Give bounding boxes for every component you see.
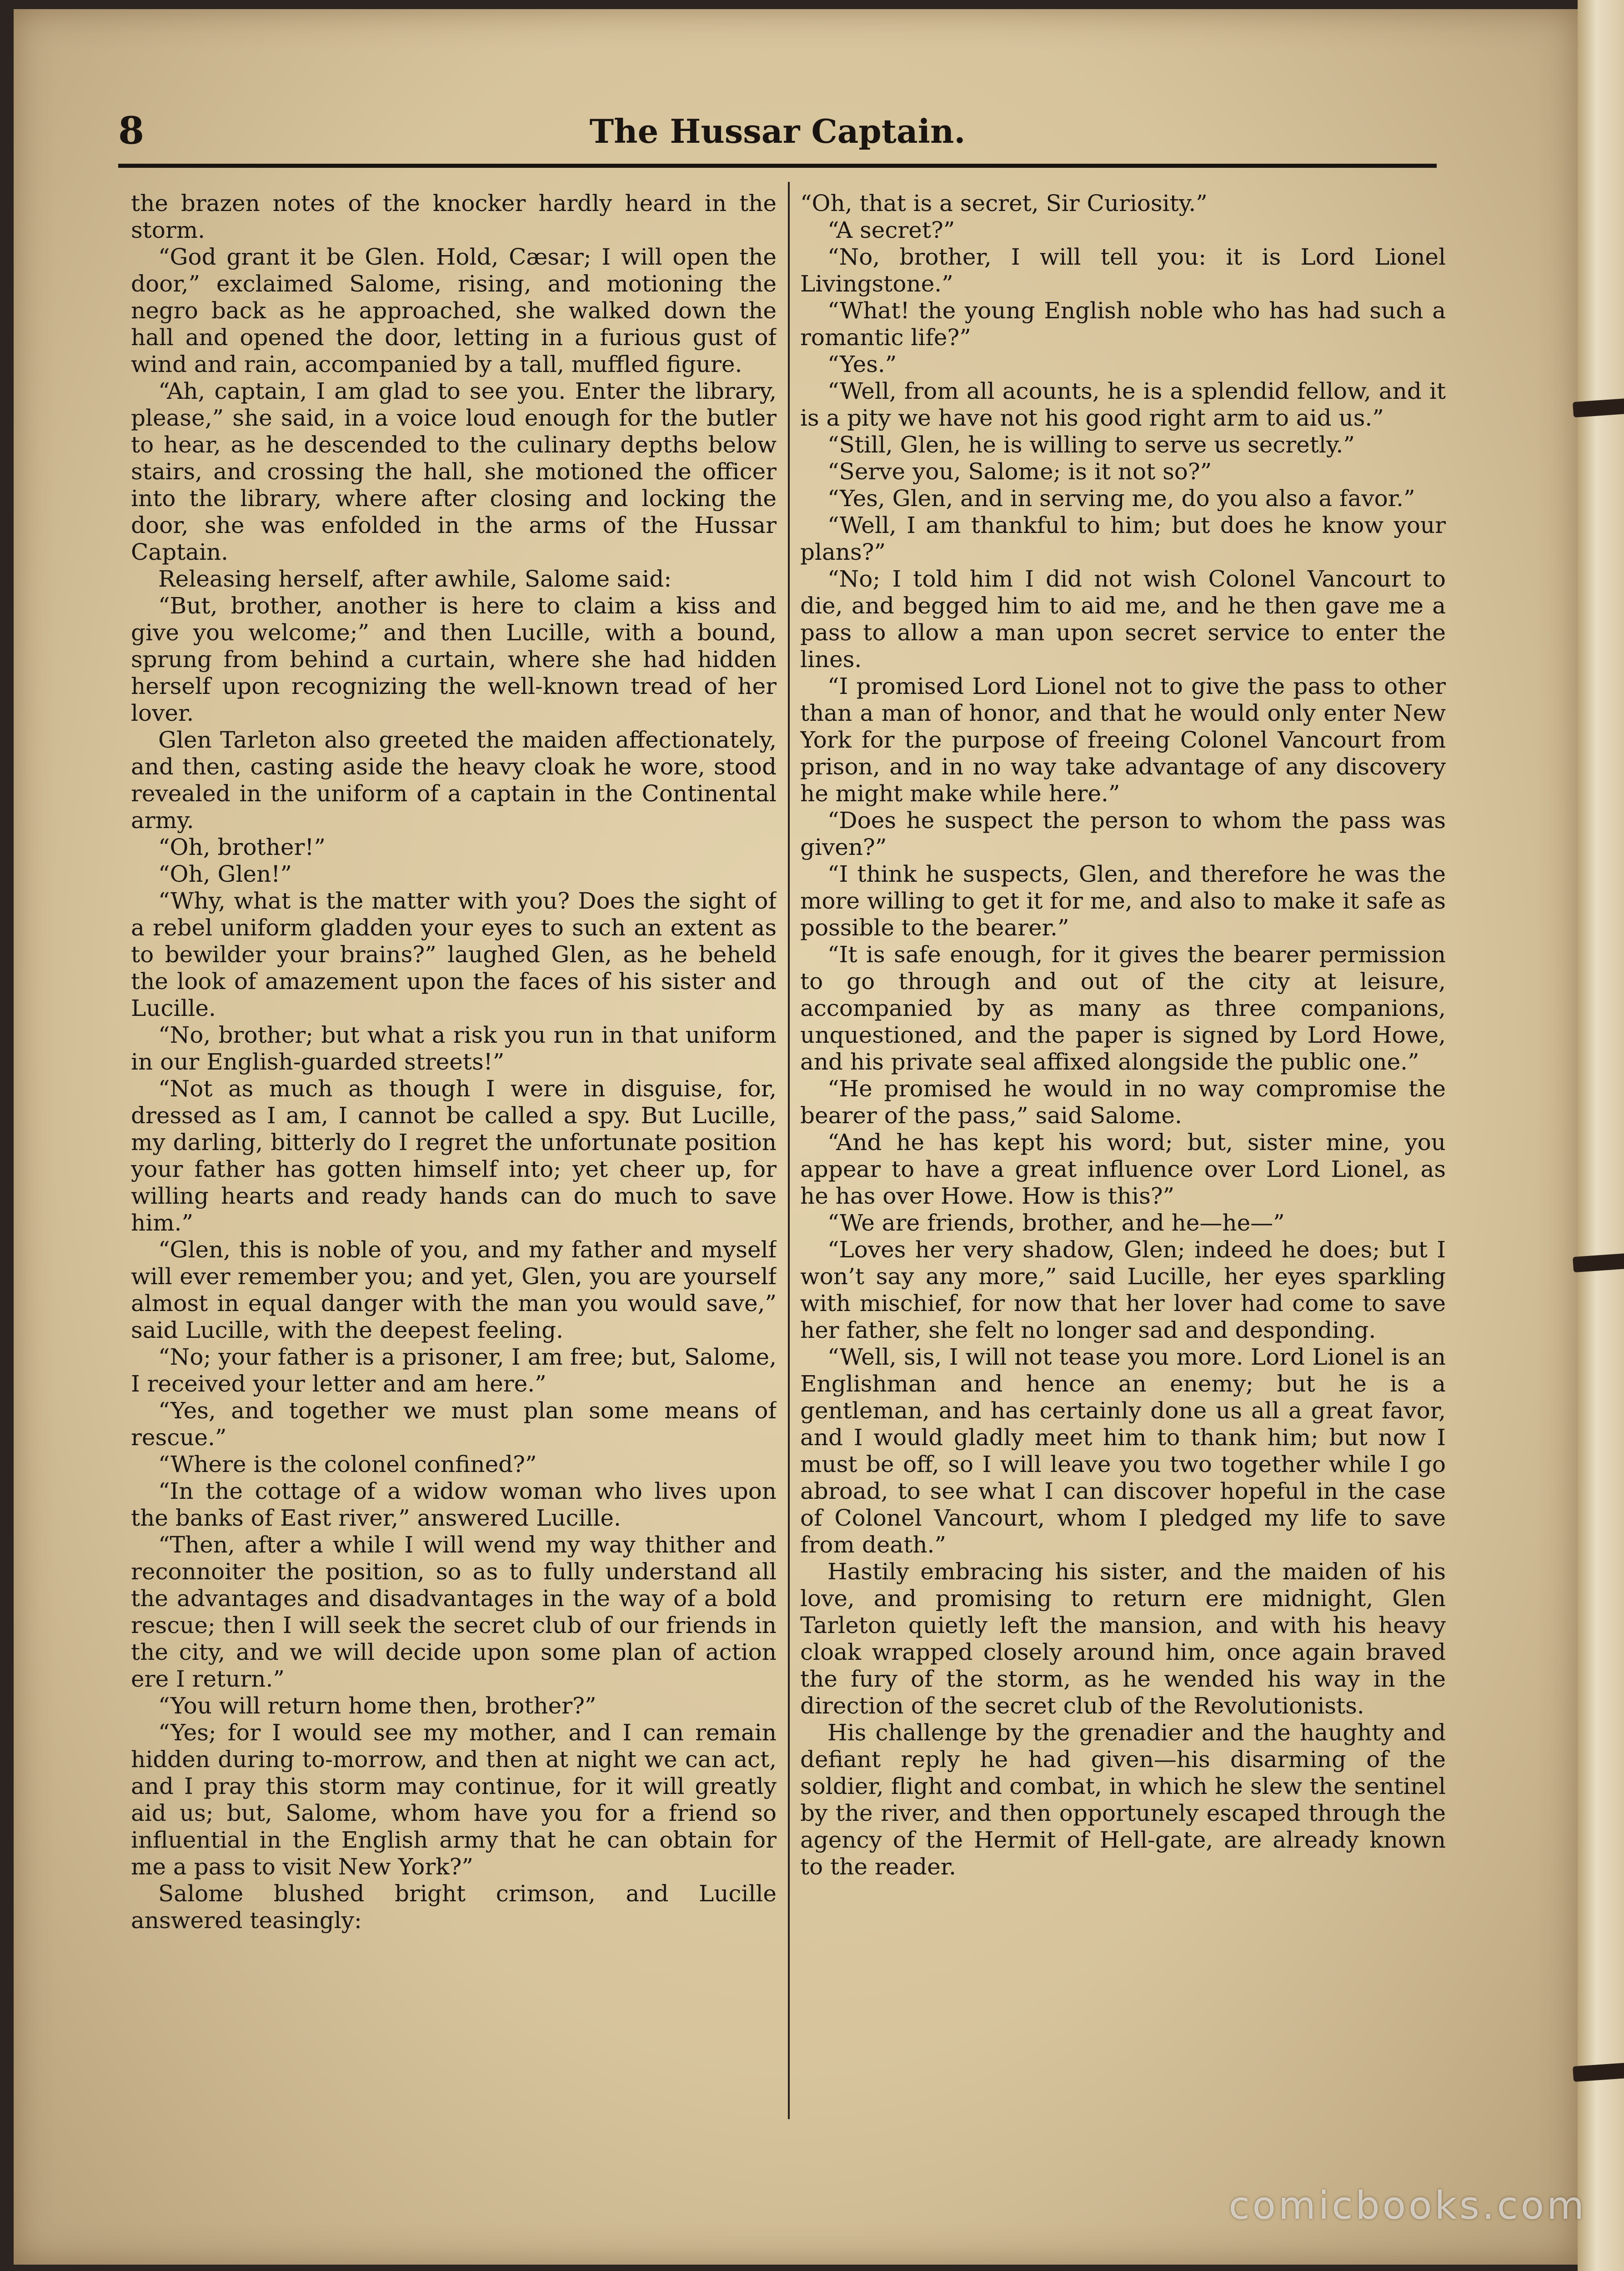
paragraph: “In the cottage of a widow woman who lives upon the banks of East river,” answered Lucille. <box>131 1478 777 1531</box>
paragraph: “Oh, that is a secret, Sir Curiosity.” <box>800 190 1208 216</box>
paragraph: “I promised Lord Lionel not to give the pass to other than a man of honor, and that he would only enter New York for the purpose of freeing Colonel Vancourt from prison, and in no way take advantage of any discovery he might make while here.” <box>800 673 1446 807</box>
paragraph: “What! the young English noble who has had such a romantic life?” <box>800 297 1446 351</box>
paragraph: “Serve you, Salome; is it not so?” <box>827 458 1212 485</box>
binding-hole <box>1573 1253 1624 1272</box>
paragraph: “It is safe enough, for it gives the bearer permission to go through and out of the city at leisure, accompanied by as many as three companions, unquestioned, and the paper is signed by Lord Howe, and his private seal affixed alongside the public one.” <box>800 941 1446 1075</box>
paragraph: “Ah, captain, I am glad to see you. Enter the library, please,” she said, in a voice loud enough for the butler to hear, as he descended to the culinary depths below stairs, and crossing the hall, she motioned the officer into the library, where after closing and locking the door, she was enfolded in the arms of the Hussar Captain. <box>131 378 777 565</box>
binding-hole <box>1573 2063 1624 2082</box>
paragraph: “Where is the colonel confined?” <box>158 1451 537 1477</box>
paragraph: “Glen, this is noble of you, and my father and myself will ever remember you; and yet, Glen, you are yourself almost in equal danger with the man you would save,” said Lucille, with the deepest feeling. <box>131 1236 777 1343</box>
paragraph: “Yes, and together we must plan some means of rescue.” <box>131 1397 777 1451</box>
paragraph: “Still, Glen, he is willing to serve us secretly.” <box>827 432 1355 458</box>
paragraph: “Yes; for I would see my mother, and I can remain hidden during to-morrow, and then at night we can act, and I pray this storm may continue, for it will greatly aid us; but, Salome, whom have you for a friend so influential in the English army that he can obtain for me a pass to visit New York?” <box>131 1719 777 1880</box>
binding-hole <box>1573 398 1624 417</box>
page-header <box>118 109 1437 159</box>
paragraph: “Yes, Glen, and in serving me, do you also a favor.” <box>827 485 1415 512</box>
next-page-edge <box>1578 0 1624 2271</box>
paragraph: Hastily embracing his sister, and the maiden of his love, and promising to return ere midnight, Glen Tarleton quietly left the mansion, and with his heavy cloak wrapped closely around him, once again braved the fury of the storm, as he wended his way in the direction of the secret club of the Revolutionists. <box>800 1558 1446 1719</box>
paragraph: “Oh, brother!” <box>158 834 326 860</box>
paragraph: “Then, after a while I will wend my way thither and reconnoiter the position, so as to fully understand all the advantages and disadvantages in the way of a bold rescue; then I will seek the secret club of our friends in the city, and we will decide upon some plan of action ere I return.” <box>131 1532 777 1692</box>
paragraph: “No; your father is a prisoner, I am free; but, Salome, I received your letter and am here.” <box>131 1344 777 1397</box>
watermark: comicbooks.com <box>1228 2183 1587 2228</box>
paragraph: “I think he suspects, Glen, and therefore he was the more willing to get it for me, and also to make it safe as possible to the bearer.” <box>800 861 1446 941</box>
left-column <box>131 190 777 2155</box>
paragraph: “We are friends, brother, and he—he—” <box>827 1210 1285 1236</box>
paragraph: “A secret?” <box>827 217 955 243</box>
paragraph: Releasing herself, after awhile, Salome said: <box>158 566 672 592</box>
paragraph: “Yes.” <box>827 351 897 377</box>
paragraph: Salome blushed bright crimson, and Lucille answered teasingly: <box>131 1880 777 1934</box>
paragraph: “Well, I am thankful to him; but does he know your plans?” <box>800 512 1446 565</box>
paragraph: “No; I told him I did not wish Colonel Vancourt to die, and begged him to aid me, and he then gave me a pass to allow a man upon secret service to enter the lines. <box>800 566 1446 673</box>
column-divider <box>788 182 790 2119</box>
paragraph: “Loves her very shadow, Glen; indeed he does; but I won’t say any more,” said Lucille, her eyes sparkling with mischief, for now that her lover had come to save her father, she felt no longer sad and desponding. <box>800 1236 1446 1343</box>
paragraph: “And he has kept his word; but, sister mine, you appear to have a great influence over Lord Lionel, as he has over Howe. How is this?” <box>800 1129 1446 1209</box>
paragraph: “He promised he would in no way compromise the bearer of the pass,” said Salome. <box>800 1075 1446 1129</box>
running-title: The Hussar Captain. <box>589 112 966 151</box>
paragraph: “Oh, Glen!” <box>158 861 292 887</box>
paragraph: “No, brother; but what a risk you run in that uniform in our English-guarded streets!” <box>131 1022 777 1075</box>
paragraph: His challenge by the grenadier and the haughty and defiant reply he had given—his disarming of the soldier, flight and combat, in which he slew the sentinel by the river, and then opportunely escaped through the agency of the Hermit of Hell-gate, are already known to the reader. <box>800 1719 1446 1880</box>
right-column <box>800 190 1446 2155</box>
paragraph: “Does he suspect the person to whom the pass was given?” <box>800 807 1446 860</box>
paragraph: “Why, what is the matter with you? Does the sight of a rebel uniform gladden your eyes to such an extent as to bewilder your brains?” laughed Glen, as he beheld the look of amazement upon the faces of his sister and Lucille. <box>131 888 777 1021</box>
page-number: 8 <box>118 109 145 153</box>
paragraph: the brazen notes of the knocker hardly heard in the storm. <box>131 190 777 243</box>
paragraph: “No, brother, I will tell you: it is Lord Lionel Livingstone.” <box>800 244 1446 297</box>
paragraph: “You will return home then, brother?” <box>158 1693 596 1719</box>
paragraph: “Well, from all acounts, he is a splendid fellow, and it is a pity we have not his good right arm to aid us.” <box>800 378 1446 431</box>
paragraph: Glen Tarleton also greeted the maiden affectionately, and then, casting aside the heavy cloak he wore, stood revealed in the uniform of a captain in the Continental army. <box>131 727 777 834</box>
paragraph: “God grant it be Glen. Hold, Cæsar; I will open the door,” exclaimed Salome, rising, and motioning the negro back as he approached, she walked down the hall and opened the door, letting in a furious gust of wind and rain, accompanied by a tall, muffled figure. <box>131 244 777 377</box>
paragraph: “But, brother, another is here to claim a kiss and give you welcome;” and then Lucille, with a bound, sprung from behind a curtain, where she had hidden herself upon recognizing the well-known tread of her lover. <box>131 593 777 726</box>
header-rule <box>118 164 1437 168</box>
paragraph: “Not as much as though I were in disguise, for, dressed as I am, I cannot be called a spy. But Lucille, my darling, bitterly do I regret the unfortunate position your father has gotten himself into; yet cheer up, for willing hearts and ready hands can do much to save him.” <box>131 1075 777 1236</box>
paragraph: “Well, sis, I will not tease you more. Lord Lionel is an Englishman and hence an enemy; but he is a gentleman, and has certainly done us all a great favor, and I would gladly meet him to thank him; but now I must be off, so I will leave you two together while I go abroad, to see what I can discover hopeful in the case of Colonel Vancourt, whom I pledged my life to save from death.” <box>800 1344 1446 1558</box>
